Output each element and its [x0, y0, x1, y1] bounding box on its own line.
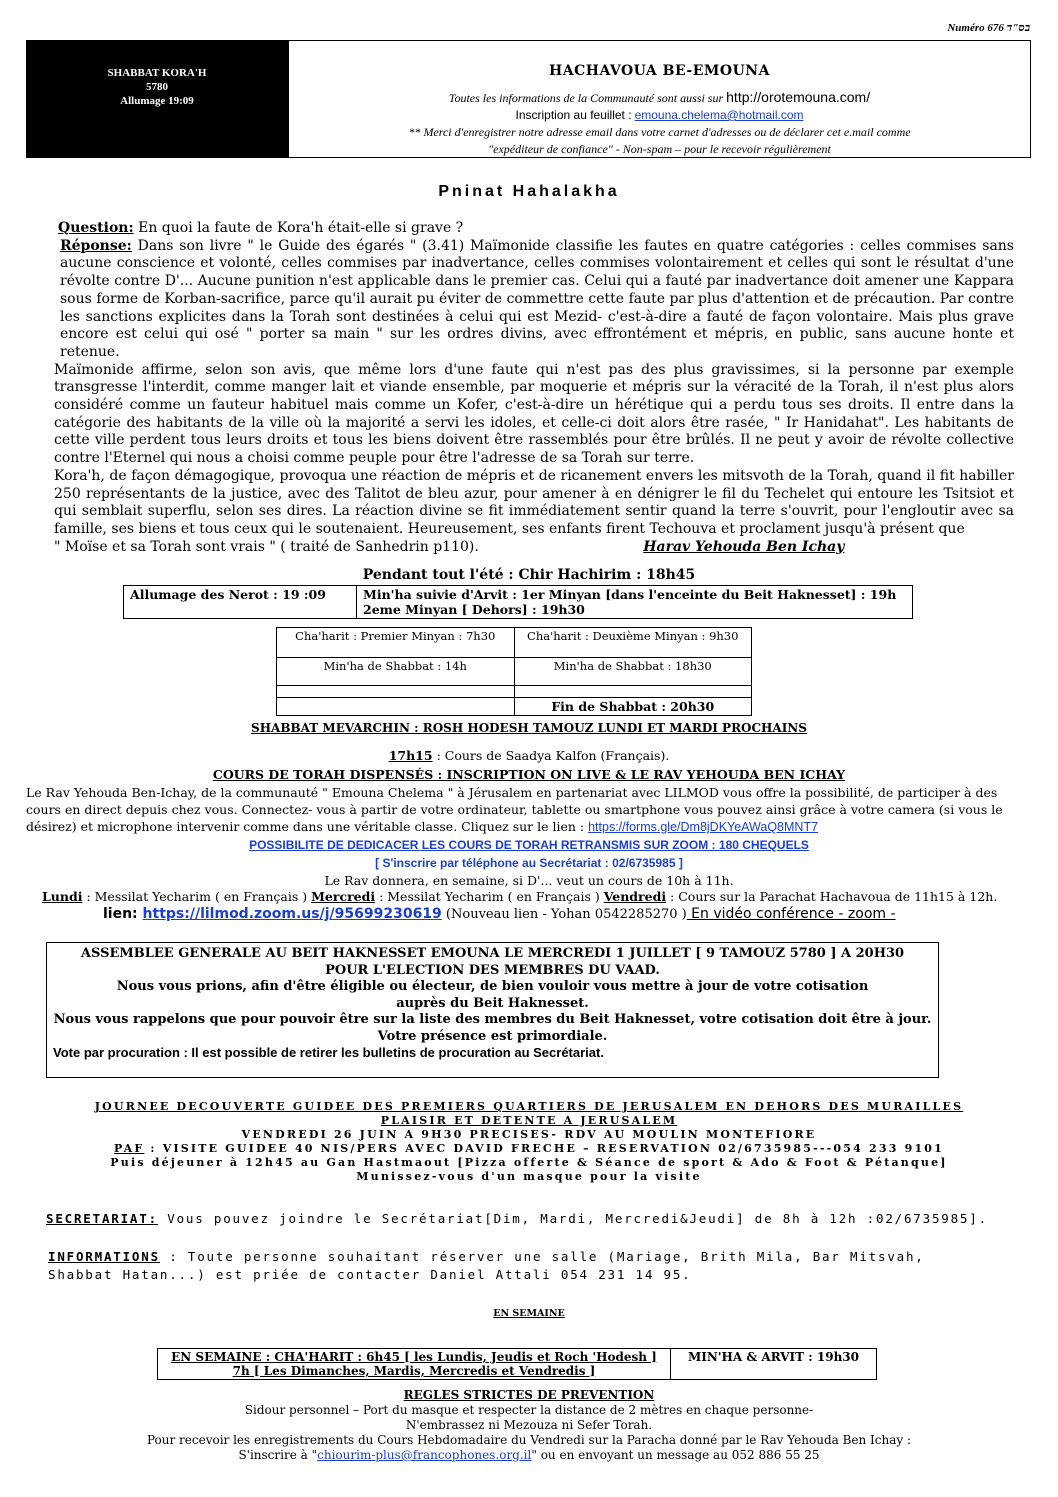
prevention-title: REGLES STRICTES DE PREVENTION	[403, 1388, 655, 1402]
halakha-article	[54, 220, 1014, 556]
secretariat-label: SECRETARIAT:	[46, 1211, 158, 1226]
email-link[interactable]: emouna.chelema@hotmail.com	[634, 108, 804, 122]
info-prefix: Toutes les informations de la Communauté sont aussi sur	[448, 91, 724, 105]
prevention-line-4	[30, 1448, 1028, 1463]
journee-line-5: Puis déjeuner à 12h45 au Gan Hastmaout [Pizza offerte & Séance de sport & Ado & Foot & Pétanque]	[110, 1156, 948, 1169]
cours-time: 17h15	[388, 748, 433, 763]
form-link[interactable]: https://forms.gle/Dm8jDKYeAWaQ8MNT7	[588, 820, 819, 834]
assembly-line-3: Nous vous prions, afin d'être éligible ou électeur, de bien vouloir vous mettre à jour de votre cotisation	[116, 979, 869, 994]
weekday-shaharit-cell	[158, 1349, 671, 1380]
torah-courses-body: Le Rav Yehouda Ben-Ichay, de la communauté " Emouna Chelema " à Jérusalem en partenariat avec LILMOD vous offre la possibilité, de participer à des cours en direct depuis chez vous. Connectez- vous à partir de votre ordinateur, tablette ou smartphone vous pouvez ainsi grâce à votre camera (si vous le désirez) et microphone intervenir comme dans une véritable classe. Cliquez sur le lien :	[26, 785, 1003, 834]
inscription-prefix: Inscription au feuillet :	[515, 108, 632, 122]
author: Harav Yehouda Ben Ichay	[643, 538, 845, 555]
chiourim-email-link[interactable]: chiourim-plus@francophones.org.il	[317, 1448, 532, 1462]
paragraph-3-end: " Moïse et sa Torah sont vrais " ( traité de Sanhedrin p110).	[54, 538, 479, 555]
times-cell	[277, 698, 515, 716]
shaharit-line-1: EN SEMAINE : CHA'HARIT : 6h45 [ les Lundis, Jeudis et Roch 'Hodesh ]	[171, 1350, 657, 1364]
semaine-title: EN SEMAINE	[493, 1308, 565, 1319]
weekly-courses	[42, 889, 1042, 904]
weekday-minha-cell: MIN'HA & ARVIT : 19h30	[671, 1349, 877, 1380]
informations-text-2: Shabbat Hatan...) est priée de contacter Daniel Attali 054 231 14 95.	[48, 1267, 692, 1282]
issue-number: Numéro 676 בס"ד	[947, 22, 1030, 34]
cours-line	[0, 748, 1058, 763]
question-text: En quoi la faute de Kora'h était-elle si grave ?	[138, 220, 464, 236]
summer-schedule: Pendant tout l'été : Chir Hachirim : 18h45	[362, 567, 696, 583]
times-cell	[514, 686, 752, 698]
journal-header	[288, 40, 1031, 158]
prevention-suffix: " ou en envoyant un message au 052 886 55 25	[531, 1448, 820, 1462]
section-title: Pninat Hahalakha	[438, 183, 620, 200]
assembly-line-4: auprès du Beit Haknesset.	[396, 995, 589, 1011]
informations-text: : Toute personne souhaitant réserver une salle (Mariage, Brith Mila, Bar Mitsvah,	[159, 1249, 925, 1264]
prevention-block	[30, 1388, 1028, 1463]
paragraph-3: Kora'h, de façon démagogique, provoqua une réaction de mépris et de ricanement envers les mitsvoth de la Torah, quand il fit habiller 250 représentants de la justice, avec des Talitot de bleu azur, pour amener à en dénigrer le fil du Techelet qui entoure les Tsitsiot et qui semblait superflu, selon ses dires. La réaction divine se fit immédiatement sentir quand la terre s'ouvrit, pour l'engloutir avec sa famille, ses biens et tous ceux qui le soutenaient. Heureusement, ses enfants firent Techouva et proclament jusqu'à présent que	[54, 467, 1014, 537]
mercredi-label: Mercredi	[311, 889, 376, 904]
prevention-line-3: Pour recevoir les enregistrements du Cours Hebdomadaire du Vendredi sur la Paracha donné par le Rav Yehouda Ben Ichay :	[146, 1433, 912, 1447]
informations-block	[48, 1248, 1038, 1284]
torah-courses-text	[26, 784, 1026, 836]
journee-line-4-text: : VISITE GUIDEE 40 NIS/PERS AVEC DAVID FRECHE – RESERVATION 02/6735985---054 233 9101	[144, 1142, 945, 1155]
times-cell: Fin de Shabbat : 20h30	[514, 698, 752, 716]
video-conference: En vidéo conférence - zoom -	[686, 906, 896, 922]
paf-label: PAF	[113, 1142, 145, 1155]
times-cell: Min'ha de Shabbat : 18h30	[514, 658, 752, 686]
shabbat-info-box	[26, 40, 288, 158]
general-assembly-box	[46, 942, 939, 1078]
minha-line-1: Min'ha suivie d'Arvit : 1er Minyan [dans l'enceinte du Beit Haknesset] : 19h	[363, 587, 897, 602]
lundi-text: : Messilat Yecharim ( en Français )	[82, 889, 312, 904]
phone-inscription: [ S'inscrire par téléphone au Secrétariat : 02/6735985 ]	[375, 856, 683, 870]
note-line-2: "expéditeur de confiance" - Non-spam – pour le recevoir régulièrement	[488, 142, 831, 156]
times-cell: Min'ha de Shabbat : 14h	[277, 658, 515, 686]
lien-label: lien:	[103, 906, 143, 922]
inscription-line	[289, 107, 1030, 124]
question-label: Question:	[58, 220, 134, 236]
rav-course-info: Le Rav donnera, en semaine, si D'... veut un cours de 10h à 11h.	[324, 873, 734, 888]
journee-line-2: PLAISIR ET DETENTE A JERUSALEM	[380, 1114, 678, 1127]
site-link[interactable]: http://orotemouna.com/	[726, 89, 871, 105]
zoom-line	[103, 906, 896, 922]
minha-line-2: 2eme Minyan [ Dehors] : 19h30	[363, 602, 585, 617]
prayer-times-table	[276, 627, 752, 716]
times-cell: Cha'harit : Premier Minyan : 7h30	[277, 628, 515, 658]
times-cell: Cha'harit : Deuxième Minyan : 9h30	[514, 628, 752, 658]
prevention-prefix: S'inscrire à "	[238, 1448, 318, 1462]
mevarchin-notice: SHABBAT MEVARCHIN : ROSH HODESH TAMOUZ LUNDI ET MARDI PROCHAINS	[251, 721, 807, 735]
secretariat-line	[46, 1211, 1036, 1226]
journee-line-3: VENDREDI 26 JUIN A 9H30 PRECISES- RDV AU MOULIN MONTEFIORE	[241, 1128, 817, 1141]
prevention-line-1: Sidour personnel – Port du masque et respecter la distance de 2 mètres en chaque personne-	[244, 1403, 814, 1417]
nerot-cell: Allumage des Nerot : 19 :09	[124, 586, 357, 619]
assembly-line-6: Votre présence est primordiale.	[377, 1028, 608, 1044]
minha-cell	[357, 586, 913, 619]
times-cell	[277, 686, 515, 698]
vendredi-text: : Cours sur la Parachat Hachavoua de 11h15 à 12h.	[666, 889, 998, 904]
assembly-line-2: POUR L'ELECTION DES MEMBRES DU VAAD.	[325, 962, 660, 978]
lien-rest: (Nouveau lien - Yohan 0542285270 )	[441, 907, 687, 922]
journee-line-6: Munissez-vous d'un masque pour la visite	[356, 1170, 702, 1183]
lundi-label: Lundi	[42, 889, 83, 904]
shaharit-line-2: 7h [ Les Dimanches, Mardis, Mercredis et Vendredis ]	[232, 1364, 596, 1378]
assembly-line-7: Vote par procuration : Il est possible de retirer les bulletins de procuration au Secrétariat.	[53, 1045, 604, 1060]
secretariat-text: Vous pouvez joindre le Secrétariat[Dim, Mardi, Mercredi&Jeudi] de 8h à 12h :02/6735985].	[157, 1211, 988, 1226]
shabbat-title: SHABBAT KORA'H	[107, 67, 207, 79]
journal-title: HACHAVOUA BE-EMOUNA	[549, 63, 770, 79]
hebrew-year: 5780	[146, 81, 168, 93]
info-line	[289, 89, 1030, 107]
answer-text: Dans son livre " le Guide des égarés " (3.41) Maïmonide classifie les fautes en quatre catégories : celles commises sans aucune conscience et volonté, celles commises par inadvertance, celles commises volontairement et celles qui sont le résultat d'une révolte contre D'... Aucune punition n'est applicable dans le premier cas. Celui qui a fauté par inadvertance doit amener une Kappara sous forme de Korban-sacrifice, parce qu'il aurait pu éviter de commettre cette faute par plus d'attention et de précaution. Par contre les sanctions explicites dans la Torah sont destinées à celui qui est Mezid- c'est-à-dire a fauté de façon volontaire. Mais plus grave encore est celui qui osé " porter sa main " sur les ordres divins, avec effrontément et mépris, en public, sans aucune honte et retenue.	[60, 237, 1014, 360]
prevention-line-2: N'embrassez ni Mezouza ni Sefer Torah.	[405, 1418, 653, 1432]
answer-label: Réponse:	[60, 237, 132, 254]
assembly-line-1: ASSEMBLEE GENERALE AU BEIT HAKNESSET EMOUNA LE MERCREDI 1 JUILLET [ 9 TAMOUZ 5780 ] A 20H30	[80, 946, 905, 961]
cours-text: : Cours de Saadya Kalfon (Français).	[432, 748, 670, 763]
journee-line-1: JOURNEE DECOUVERTE GUIDEE DES PREMIERS QUARTIERS DE JERUSALEM EN DEHORS DES MURAILLES	[94, 1100, 964, 1113]
informations-label: INFORMATIONS	[48, 1249, 160, 1264]
torah-courses-title: COURS DE TORAH DISPENSÉS : INSCRIPTION ON LIVE & LE RAV YEHOUDA BEN ICHAY	[212, 767, 846, 782]
guided-tour-notice	[30, 1100, 1028, 1184]
candle-lighting: Allumage 19:09	[120, 95, 194, 107]
assembly-line-5: Nous vous rappelons que pour pouvoir être sur la liste des membres du Beit Haknesset, votre cotisation doit être à jour.	[53, 1012, 932, 1027]
shabbat-times-table	[123, 585, 913, 619]
mercredi-text: : Messilat Yecharim ( en Français )	[375, 889, 604, 904]
journee-line-4	[30, 1142, 1028, 1156]
zoom-link[interactable]: https://lilmod.zoom.us/j/95699230619	[142, 906, 442, 922]
paragraph-2: Maïmonide affirme, selon son avis, que même lors d'une faute qui n'est pas des plus gravissimes, si la personne par exemple transgresse l'interdit, comme manger lait et viande ensemble, par moquerie et mépris sur la véracité de la Torah, il n'est plus alors considéré comme un fauteur habituel mais comme un Kofer, c'est-à-dire un hérétique qui a perdu tous ses droits. Il entre dans la catégorie des habitants de la ville où la majorité a servi les idoles, et celle-ci doit alors être rasée, " Ir Hanidahat". Les habitants de cette ville perdent tous leurs droits et tous les biens doivent être rassemblés pour être brûlés. Il ne peut y avoir de révolte collective contre l'Eternel qui nous a choisi comme peuple pour être l'adresse de sa Torah sur terre.	[54, 361, 1014, 467]
weekday-times-table	[157, 1348, 877, 1380]
vendredi-label: Vendredi	[603, 889, 667, 904]
dedicace-link[interactable]: POSSIBILITE DE DEDICACER LES COURS DE TORAH RETRANSMIS SUR ZOOM : 180 CHEQUELS	[249, 838, 809, 852]
note-line-1: ** Merci d'enregistrer notre adresse email dans votre carnet d'adresses ou de déclarer cet e.mail comme	[408, 125, 911, 139]
